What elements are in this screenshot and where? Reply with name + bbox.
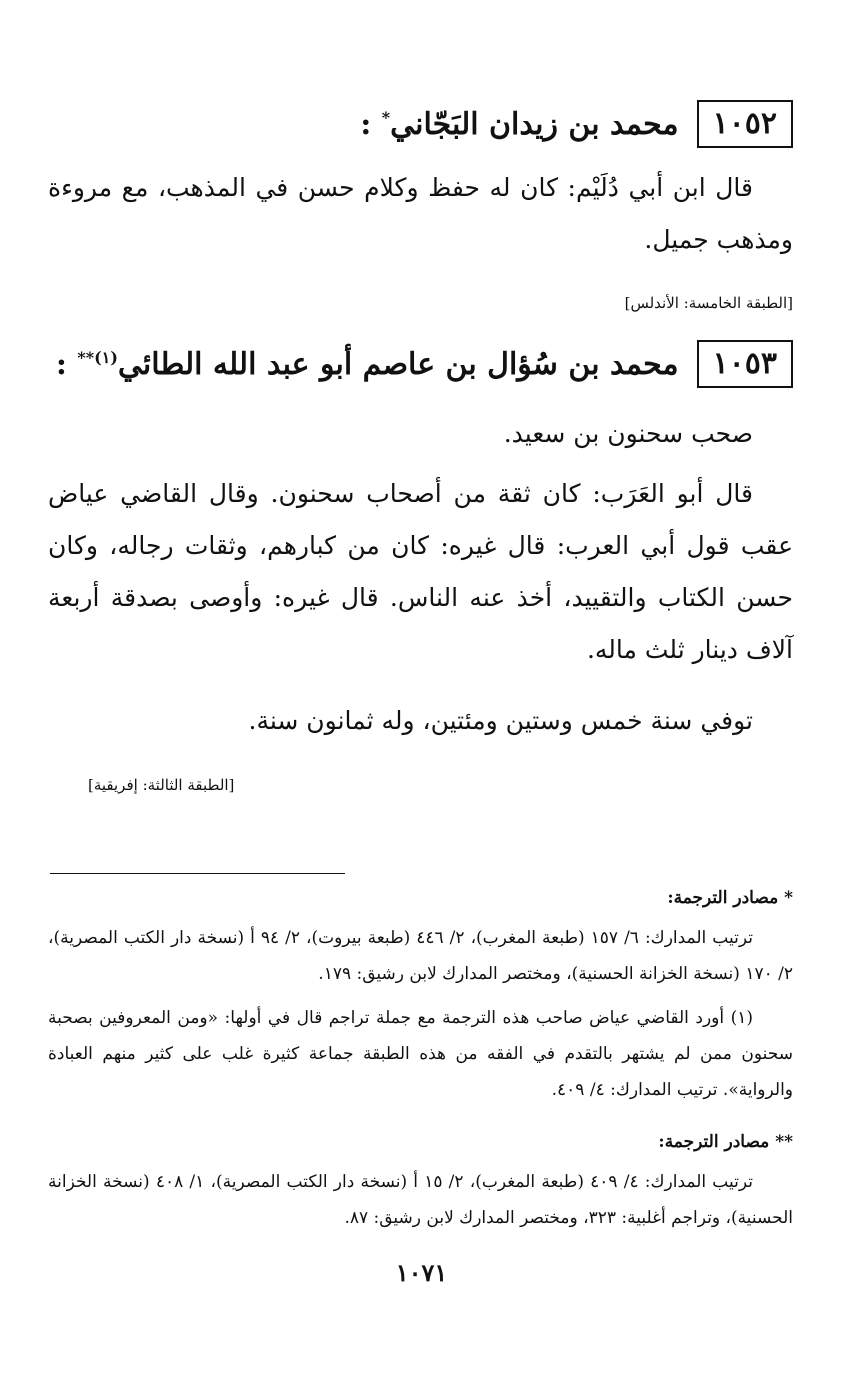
entry-title <box>56 347 679 382</box>
entry-title <box>360 107 678 142</box>
footnote-1: (١) أورد القاضي عياض صاحب هذه الترجمة مع جملة تراجم قال في أولها: «ومن المعروفين بصحبة سحنون ممن لم يشتهر بالتقدم في الفقه من هذه الطبقة جماعة كثيرة غلب على كثير منهم العبادة والرواية». ترتيب المدارك: ٤/ ٤٠٩. <box>48 1008 793 1100</box>
footnote-divider <box>50 873 345 874</box>
page-number: ١٠٧١ <box>395 1258 448 1287</box>
entry-colon: : <box>55 346 67 382</box>
entry-1053-heading <box>56 340 793 388</box>
entry-1052-heading <box>360 100 793 148</box>
footnote-sources-2: ترتيب المدارك: ٤/ ٤٠٩ (طبعة المغرب)، ٢/ ١٥ أ (نسخة دار الكتب المصرية)، ١/ ٤٠٨ (نسخة الخزانة الحسنية)، وتراجم أغلبية: ٣٢٣، ومختصر المدارك لابن رشيق: ٨٧. <box>48 1172 793 1228</box>
source-mark: ** <box>77 347 95 367</box>
entry-number: ١٠٥٣ <box>697 340 793 388</box>
entry-1052-tabaqa: [الطبقة الخامسة: الأندلس] <box>624 294 793 312</box>
entry-name: محمد بن سُؤال بن عاصم أبو عبد الله الطائي <box>117 346 679 382</box>
entry-number: ١٠٥٢ <box>697 100 793 148</box>
footnote-ref: (١) <box>94 347 118 367</box>
entry-1053-paragraph-2: قال أبو العَرَب: كان ثقة من أصحاب سحنون. وقال القاضي عياض عقب قول أبي العرب: قال غيره: كان من كبارهم، وثقات رجاله، وكان حسن الكتاب والتقييد، أخذ عنه الناس. قال غيره: وأوصى بصدقة أربعة آلاف دينار ثلث ماله. <box>48 479 793 664</box>
footnote-sources-1: ترتيب المدارك: ٦/ ١٥٧ (طبعة المغرب)، ٢/ ٤٤٦ (طبعة بيروت)، ٢/ ٩٤ أ (نسخة دار الكتب المصرية)، ٢/ ١٧٠ (نسخة الخزانة الحسنية)، ومختصر المدارك لابن رشيق: ١٧٩. <box>48 928 793 984</box>
footnote-sources-1-heading: * مصادر الترجمة: <box>667 888 793 908</box>
footnote-sources-2-heading: ** مصادر الترجمة: <box>658 1132 793 1152</box>
entry-1053-tabaqa: [الطبقة الثالثة: إفريقية] <box>88 776 235 794</box>
source-mark: * <box>381 107 391 127</box>
entry-1052-text: قال ابن أبي دُلَيْم: كان له حفظ وكلام حسن في المذهب، مع مروءة ومذهب جميل. <box>48 173 793 254</box>
entry-colon: : <box>360 106 372 142</box>
entry-name: محمد بن زيدان البَجّاني <box>390 106 679 142</box>
entry-1053-paragraph-3: توفي سنة خمس وستين ومئتين، وله ثمانون سنة. <box>248 706 753 735</box>
entry-1053-paragraph-1: صحب سحنون بن سعيد. <box>503 419 753 448</box>
